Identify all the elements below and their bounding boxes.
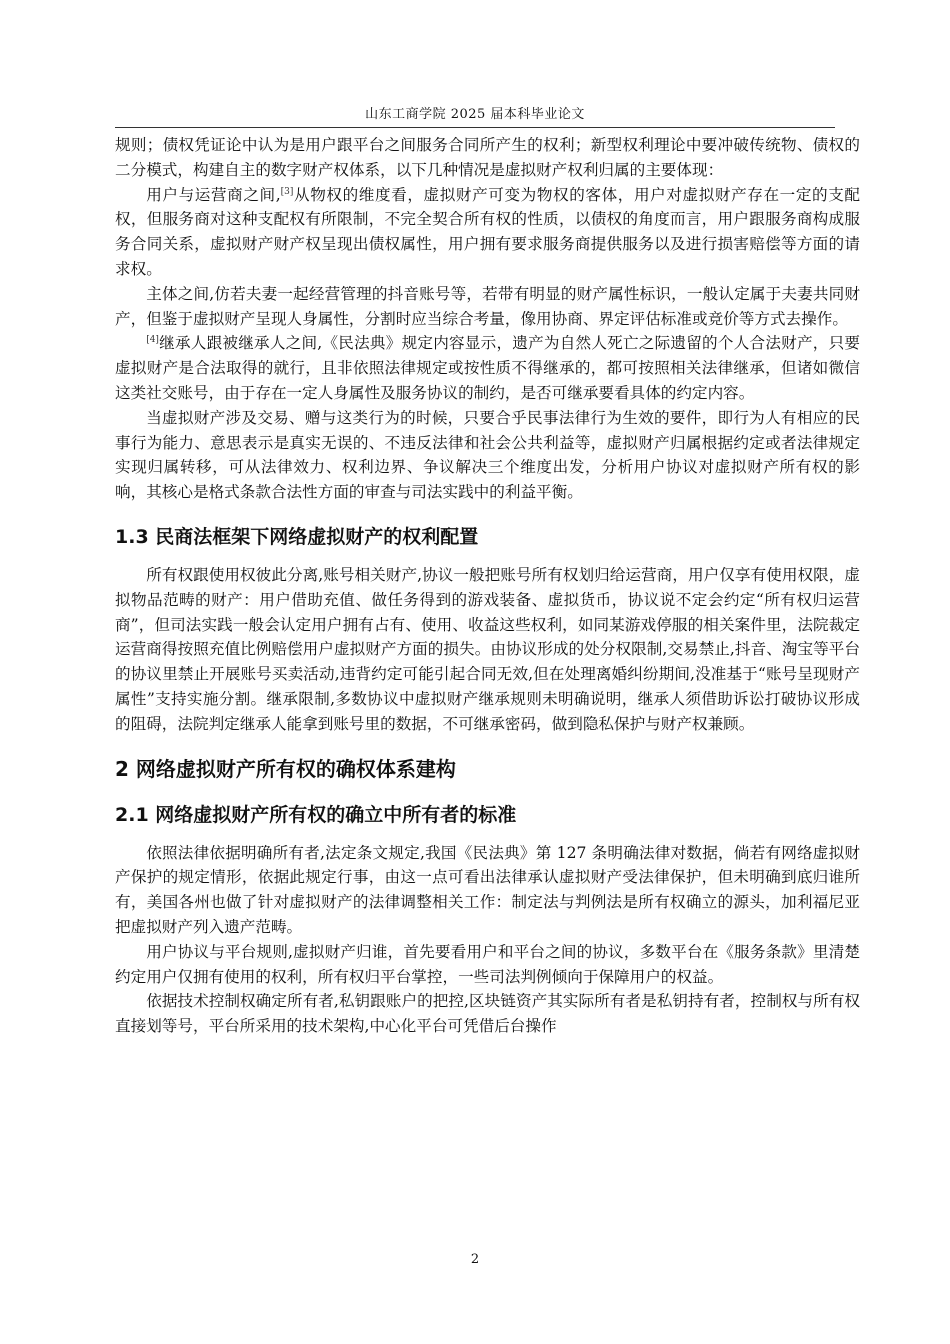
page-number: 2 bbox=[470, 1252, 480, 1267]
paragraph: 依据技术控制权确定所有者,私钥跟账户的把控,区块链资产其实际所有者是私钥持有者，控制权与所有权直接划等号，平台所采用的技术架构,中心化平台可凭借后台操作 bbox=[115, 992, 860, 1036]
paragraph: 用户协议与平台规则,虚拟财产归谁，首先要看用户和平台之间的协议，多数平台在《服务条款》里清楚约定用户仅拥有使用的权利，所有权归平台掌控，一些司法判例倾向于保障用户的权益。 bbox=[115, 942, 860, 986]
paragraph bbox=[115, 331, 860, 405]
chapter-heading: 2 网络虚拟财产所有权的确权体系建构 bbox=[115, 756, 456, 781]
section-heading: 1.3 民商法框架下网络虚拟财产的权利配置 bbox=[115, 525, 479, 548]
citation-mark: [4] bbox=[146, 335, 159, 346]
paragraph: 规则；债权凭证论中认为是用户跟平台之间服务合同所产生的权利；新型权利理论中要冲破传统物、债权的二分模式，构建自主的数字财产权体系，以下几种情况是虚拟财产权利归属的主要体现： bbox=[115, 136, 860, 179]
paragraph-text: 从物权的维度看，虚拟财产可变为物权的客体，用户对虚拟财产存在一定的支配权，但服务商对这种支配权有所限制，不完全契合所有权的性质，以债权的角度而言，用户跟服务商构成服务合同关系，虚拟财产财产权呈现出债权属性，用户拥有要求服务商提供服务以及进行损害赔偿等方面的请求权。 bbox=[115, 185, 860, 278]
paragraph-text: 用户与运营商之间, bbox=[146, 185, 281, 204]
page-header: 山东工商学院 2025 届本科毕业论文 bbox=[115, 103, 835, 128]
section-heading: 2.1 网络虚拟财产所有权的确立中所有者的标准 bbox=[115, 803, 517, 826]
paragraph: 主体之间,仿若夫妻一起经营管理的抖音账号等，若带有明显的财产属性标识，一般认定属于夫妻共同财产，但鉴于虚拟财产呈现人身属性，分割时应当综合考量，像用协商、界定评估标准或竞价等方式去操作。 bbox=[115, 284, 860, 328]
citation-mark: [3] bbox=[280, 186, 294, 197]
paragraph: 当虚拟财产涉及交易、赠与这类行为的时候，只要合乎民事法律行为生效的要件，即行为人有相应的民事行为能力、意思表示是真实无误的、不违反法律和社会公共利益等，虚拟财产归属根据约定或者法律规定实现归属转移，可从法律效力、权利边界、争议解决三个维度出发，分析用户协议对虚拟财产所有权的影响，其核心是格式条款合法性方面的审查与司法实践中的利益平衡。 bbox=[115, 408, 860, 502]
paragraph-text: 继承人跟被继承人之间,《民法典》规定内容显示，遗产为自然人死亡之际遗留的个人合法财产，只要虚拟财产是合法取得的就行，且非依照法律规定或按性质不得继承的，都可按照相关法律继承，但诸如微信这类社交账号，由于存在一定人身属性及服务协议的制约，是否可继承要看具体的约定内容。 bbox=[115, 334, 860, 402]
paragraph: 依照法律依据明确所有者,法定条文规定,我国《民法典》第 127 条明确法律对数据，倘若有网络虚拟财产保护的规定情形，依据此规定行事，由这一点可看出法律承认虚拟财产受法律保护，但未明确到底归谁所有，美国各州也做了针对虚拟财产的法律调整相关工作：制定法与判例法是所有权确立的源头，加利福尼亚把虚拟财产列入遗产范畴。 bbox=[115, 843, 860, 936]
paragraph: 所有权跟使用权彼此分离,账号相关财产,协议一般把账号所有权划归给运营商，用户仅享有使用权限，虚拟物品范畴的财产：用户借助充值、做任务得到的游戏装备、虚拟货币，协议说不定会约定“所有权归运营商”，但司法实践一般会认定用户拥有占有、使用、收益这些权利，如同某游戏停服的相关案件里，法院裁定运营商得按照充值比例赔偿用户虚拟财产方面的损失。由协议形成的处分权限制,交易禁止,抖音、淘宝等平台的协议里禁止开展账号买卖活动,违背约定可能引起合同无效,但在处理离婚纠纷期间,没准基于“账号呈现财产属性”支持实施分割。继承限制,多数协议中虚拟财产继承规则未明确说明，继承人须借助诉讼打破协议形成的阻碍，法院判定继承人能拿到账号里的数据，不可继承密码，做到隐私保护与财产权兼顾。 bbox=[115, 565, 860, 733]
paragraph bbox=[115, 183, 860, 282]
document-body bbox=[115, 133, 860, 1039]
